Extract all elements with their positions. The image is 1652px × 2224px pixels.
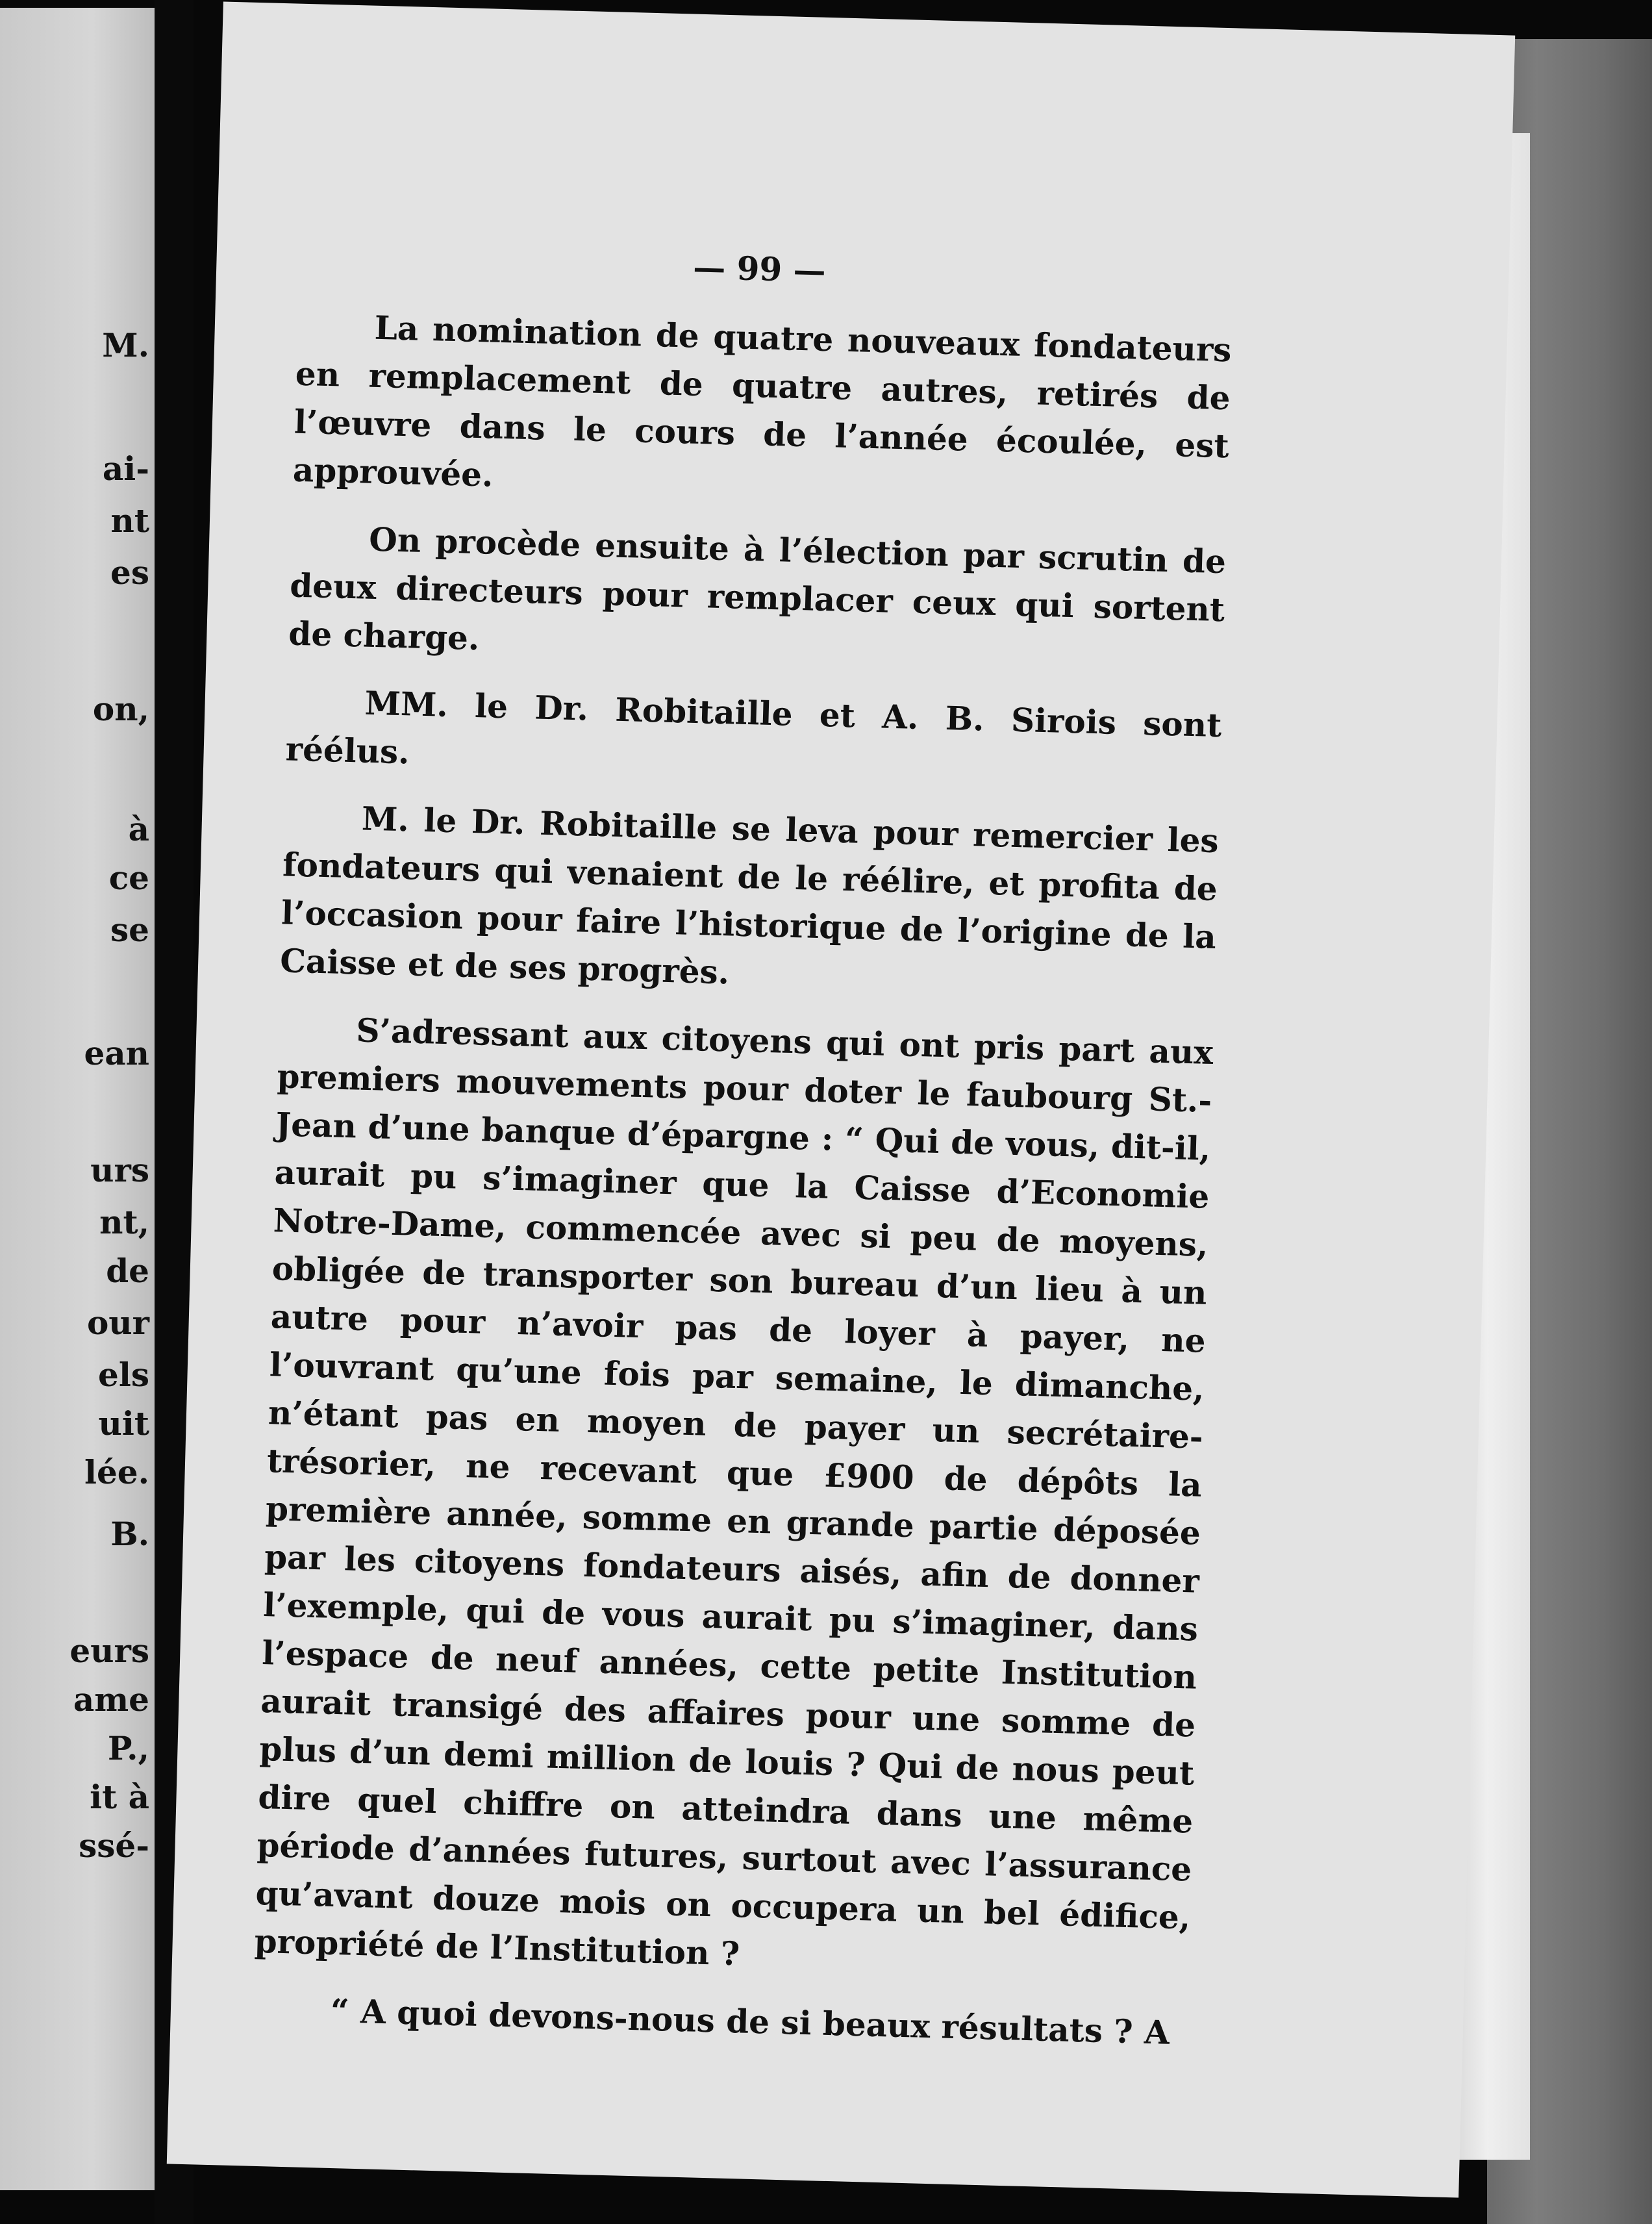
page-text-block bbox=[251, 238, 1234, 2077]
left-page-fragment: eurs bbox=[69, 1632, 149, 1670]
left-page-fragment: B. bbox=[110, 1515, 149, 1553]
left-page-fragment: our bbox=[86, 1304, 149, 1342]
left-page-fragment: de bbox=[106, 1252, 149, 1290]
paragraph: MM. le Dr. Robitaille et A. B. Sirois sont réélus. bbox=[285, 683, 1223, 772]
left-page-fragment: ai- bbox=[102, 449, 149, 488]
left-page-fragment: ame bbox=[73, 1680, 149, 1719]
left-page-fragment: es bbox=[110, 553, 149, 592]
left-page-fragment: urs bbox=[90, 1151, 149, 1189]
right-page bbox=[167, 2, 1515, 2198]
left-page-fragment: nt bbox=[110, 501, 149, 540]
left-page-fragment: nt, bbox=[99, 1203, 149, 1241]
left-page-fragment: P., bbox=[107, 1729, 149, 1767]
paragraph: La nomination de quatre nouveaux fondateurs en remplacement de quatre autres, retirés de l’œuvre dans le cours de l’année écoulée, est approuvée. bbox=[292, 308, 1233, 494]
left-page-fragment: lée. bbox=[84, 1453, 149, 1491]
left-page-fragment: se bbox=[110, 911, 149, 949]
paragraph: S’adressant aux citoyens qui ont pris part aux premiers mouvements pour doter le faubourg St.-Jean d’une banque d’épargne : “ Qui de vous, dit-il, aurait pu s’imaginer que la Caisse d’Economie Notre-Dame, commencée avec si peu de moyens, obligée de transporter son bureau d’un lieu à un autre pour n’avoir pas de loyer à payer, ne l’ouvrant qu’une fois par semaine, le dimanche, n’étant pas en moyen de payer un secrétaire-trésorier, ne recevant que £900 de dépôts la première année, somme en grande partie déposée par les citoyens fondateurs aisés, afin de donner l’exemple, qui de vous aurait pu s’imaginer, dans l’espace de neuf années, cette petite Institution aurait transigé des affaires pour une somme de plus d’un demi million de louis ? Qui de nous peut dire quel chiffre on atteindra dans une même période d’années futures, surtout avec l’assurance qu’avant douze mois on occupera un bel édifice, propriété de l’Institution ? bbox=[254, 1011, 1214, 1973]
left-page-fragment: it à bbox=[90, 1778, 149, 1816]
page-number: — 99 — bbox=[692, 247, 827, 290]
left-page-fragment: ce bbox=[108, 859, 149, 897]
paragraph: On procède ensuite à l’élection par scrutin de deux directeurs pour remplacer ceux qui sortent de charge. bbox=[288, 520, 1227, 658]
paragraph: M. le Dr. Robitaille se leva pour remercier les fondateurs qui venaient de le réélire, et profita de l’occasion pour faire l’historique de l’origine de la Caisse et de ses progrès. bbox=[279, 799, 1220, 992]
left-page-fragment: à bbox=[128, 810, 149, 848]
left-page-fragment: uit bbox=[98, 1404, 149, 1443]
left-page-fragment: ssé- bbox=[79, 1826, 149, 1865]
left-page-fragment: ean bbox=[84, 1034, 149, 1072]
left-page-fragment: on, bbox=[92, 690, 149, 728]
left-facing-page bbox=[0, 8, 155, 2190]
paragraph: “ A quoi devons-nous de si beaux résultats ? A bbox=[330, 1991, 1170, 2052]
left-page-fragment: M. bbox=[102, 326, 149, 364]
left-page-fragment: els bbox=[98, 1356, 149, 1394]
